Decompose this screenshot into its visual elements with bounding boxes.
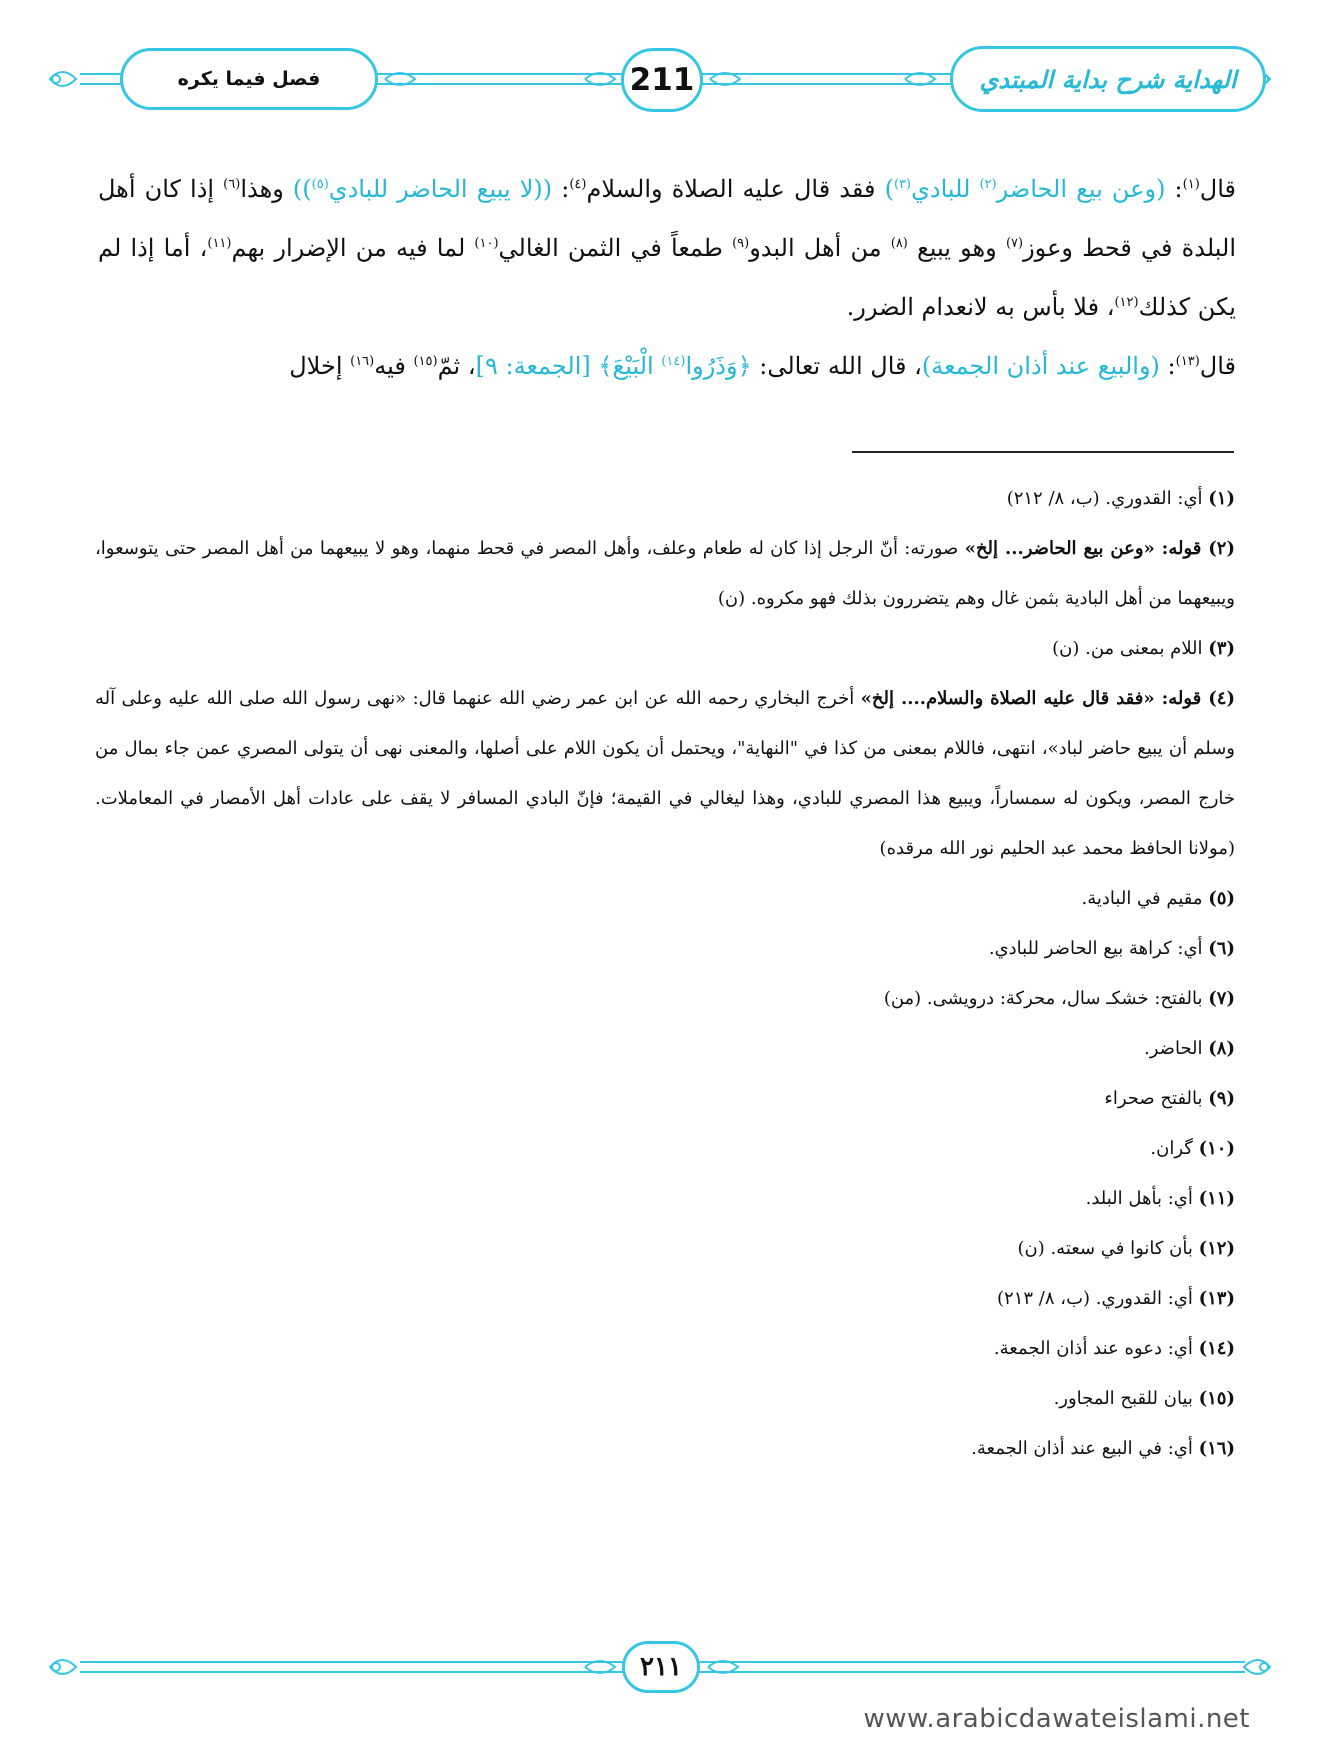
footer-page-number-badge <box>622 1641 700 1693</box>
footnote-11: (١١) أي: بأهل البلد. <box>1085 1188 1235 1209</box>
page-number-badge <box>621 48 703 112</box>
footnote-16: (١٦) أي: في البيع عند أذان الجمعة. <box>971 1438 1235 1459</box>
page-number: 211 <box>629 62 695 98</box>
section-title: فصل فيما يكره <box>177 68 321 90</box>
book-title: الهداية شرح بداية المبتدي <box>979 64 1237 94</box>
footnote-3: (٣) اللام بمعنى من. (ن) <box>1052 638 1235 659</box>
footnote-ref: (١) <box>1182 177 1200 192</box>
footer-page-number: ٢١١ <box>640 1652 682 1682</box>
website-url: www.arabicdawateislami.net <box>863 1704 1250 1734</box>
footnote-separator <box>852 451 1234 453</box>
footnote-13: (١٣) أي: القدوري. (ب، ٨/ ٢١٣) <box>997 1288 1235 1309</box>
footnotes <box>95 474 1235 1474</box>
footnote-5: (٥) مقيم في البادية. <box>1081 888 1235 909</box>
matn-quote: (وعن بيع الحاضر$^{(٢)}$ للبادي$^{(٣)}$) <box>884 175 1166 203</box>
book-title-badge <box>950 46 1266 112</box>
footnote-1: (١) أي: القدوري. (ب، ٨/ ٢١٢) <box>1006 488 1235 509</box>
footnote-15: (١٥) بيان للقبح المجاور. <box>1053 1388 1235 1409</box>
main-text <box>98 160 1236 396</box>
footnote-12: (١٢) بأن كانوا في سعته. (ن) <box>1017 1238 1235 1259</box>
footnote-6: (٦) أي: كراهة بيع الحاضر للبادي. <box>988 938 1235 959</box>
footnote-8: (٨) الحاضر. <box>1144 1038 1235 1059</box>
footnote-9: (٩) بالفتح صحراء <box>1104 1088 1235 1109</box>
matn-quote: (والبيع عند أذان الجمعة) <box>921 352 1160 380</box>
footnote-10: (١٠) گران. <box>1150 1138 1235 1159</box>
footnote-7: (٧) بالفتح: خشكـ سال، محركة: درويشى. (من) <box>883 988 1235 1009</box>
section-title-badge <box>120 48 378 110</box>
paragraph-2: قال$^{(١٣)}$: (والبيع عند أذان الجمعة)، قال الله تعالى: ﴿وَذَرُوا$^{(١٤)}$ الْبَيْعَ﴾ [الجمعة: ٩]، ثمّ$^{(١٥)}$ فيه$^{(١٦)}$ إخلال <box>289 352 1236 380</box>
quran-ayah: ﴿وَذَرُوا$^{(١٤)}$ الْبَيْعَ﴾ [الجمعة: ٩] <box>475 352 752 380</box>
footnote-14: (١٤) أي: دعوه عند أذان الجمعة. <box>993 1338 1235 1359</box>
hadith-quote: ((لا يبيع الحاضر للبادي$^{(٥)}$)) <box>292 175 553 203</box>
footnote-2: (٢) قوله: «وعن بيع الحاضر... إلخ» صورته: أنّ الرجل إذا كان له طعام وعلف، وأهل المصر في قحط منهما، وهو لا يبيعهما من أهل المصر حتى يتوسعوا، ويبيعهما من أهل البادية بثمن غال وهم يتضررون بذلك فهو مكروه. (ن) <box>95 538 1235 609</box>
paragraph-1: قال$^{(١)}$: (وعن بيع الحاضر$^{(٢)}$ للبادي$^{(٣)}$) فقد قال عليه الصلاة والسلام$^{(٤)}$: ((لا يبيع الحاضر للبادي$^{(٥)}$)) وهذا$^{(٦)}$ إذا كان أهل البلدة في قحط وعوز$^{(٧)}$ وهو يبيع $^{(٨)}$ من أهل البدو$^{(٩)}$ طمعاً في الثمن الغالي$^{(١٠)}$ لما فيه من الإضرار بهم$^{(١١)}$، أما إذا لم يكن كذلك$^{(١٢)}$، فلا بأس به لانعدام الضرر. <box>98 175 1237 321</box>
footnote-4: (٤) قوله: «فقد قال عليه الصلاة والسلام.... إلخ» أخرج البخاري رحمه الله عن ابن عمر رضي الله عنهما قال: «نهى رسول الله صلى الله عليه وعلى آله وسلم أن يبيع حاضر لباد»، انتهى، فاللام بمعنى من كذا في "النهاية"، ويحتمل أن يكون اللام على أصلها، والمعنى نهى أن يتولى المصري عمن جاء بمال من خارج المصر، ويكون له سمساراً، ويبيع هذا المصري للبادي، وهذا ليغالي في القيمة؛ فإنّ البادي المسافر لا يقف على عادات أهل الأمصار في المعاملات. (مولانا الحافظ محمد عبد الحليم نور الله مرقده) <box>95 688 1235 859</box>
